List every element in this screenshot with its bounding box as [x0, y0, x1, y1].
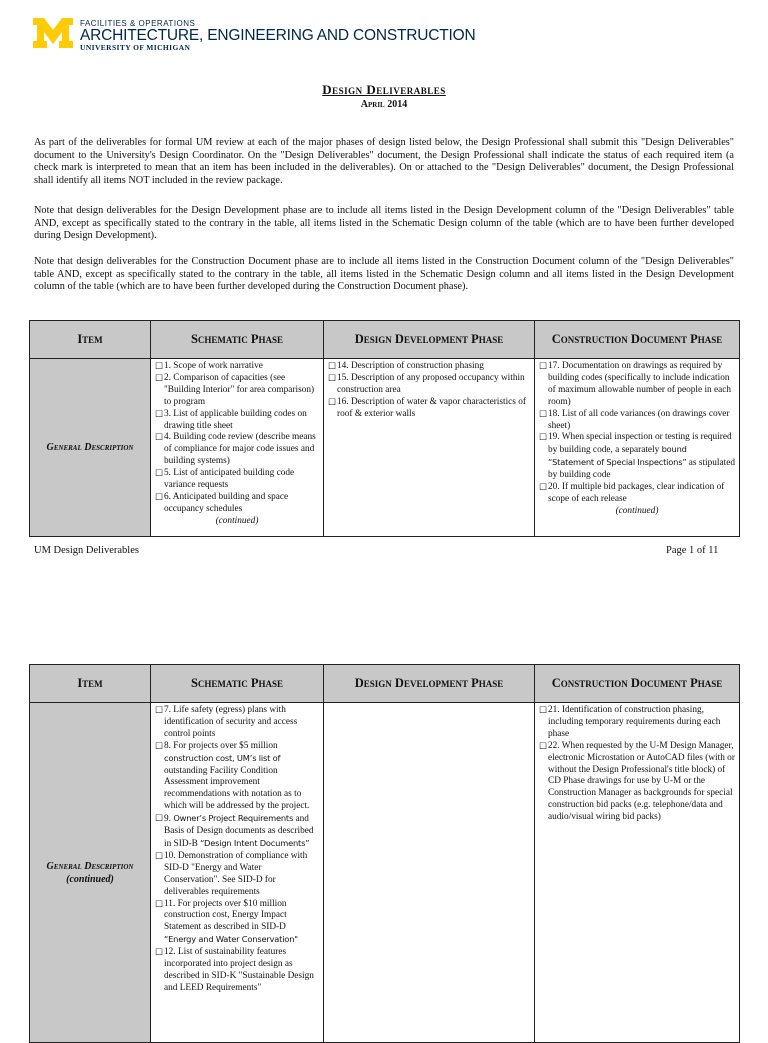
list-item: ☐ 10. Demonstration of compliance with SID-D "Energy and Water Conservation". See SID-D for deliverables requirements: [155, 850, 308, 897]
checkbox-icon[interactable]: ☐: [155, 408, 164, 419]
checkbox-icon[interactable]: ☐: [155, 361, 164, 371]
design-development-cell: [324, 703, 535, 1043]
intro-paragraph: As part of the deliverables for formal UM review at each of the major phases of design listed below, the Design Professional shall submit this "Design Deliverables" document to the University's Design Coordinator. On the "Design Deliverables" document, the Design Professional shall indicate the status of each required item (a check mark is interpreted to mean that an item has been included in the deliverables). On or attached to the "Design Deliverables" document, the Design Professional shall identify all items NOT included in the review package.: [34, 137, 734, 186]
header-item: Item: [30, 665, 151, 703]
list-item: ☐ 3. List of applicable building codes on drawing title sheet: [155, 408, 307, 431]
checkbox-icon[interactable]: ☐: [155, 850, 164, 861]
list-item: ☐ 11. For projects over $10 million construction cost, Energy Impact Statement as described in SID-D “Energy and Water Conservation": [155, 899, 319, 948]
list-item: ☐ 19. When special inspection or testing is required by building code, a separately bound “Statement of Special Inspections” as stipulated by building code: [539, 432, 735, 481]
continued-note: (continued): [215, 515, 259, 526]
checkbox-icon[interactable]: ☐: [155, 740, 164, 751]
org-name: ARCHITECTURE, ENGINEERING AND CONSTRUCTION: [80, 27, 476, 44]
construction-document-cell: [535, 703, 740, 1043]
org-name-block: [80, 19, 476, 52]
checkbox-icon[interactable]: ☐: [328, 361, 337, 371]
checkbox-icon[interactable]: ☐: [155, 813, 164, 824]
list-item: ☐ 4. Building code review (describe means of compliance for major code issues and building systems): [155, 432, 316, 467]
list-item: ☐ 20. If multiple bid packages, clear indication of scope of each release: [539, 482, 725, 504]
list-item: ☐ 17. Documentation on drawings as required by building codes (specifically to include indication of maximum allowable number of people in each room): [539, 361, 732, 407]
list-item: ☐ 18. List of all code variances (on drawings cover sheet): [539, 408, 730, 431]
schematic-cell: [151, 359, 324, 537]
checkbox-icon[interactable]: ☐: [155, 705, 164, 715]
schematic-cell: [151, 703, 324, 1043]
document-title: Design Deliverables: [322, 82, 446, 97]
checkbox-icon[interactable]: ☐: [539, 740, 548, 751]
header-item: Item: [30, 321, 151, 359]
list-item: ☐ 22. When requested by the U-M Design Manager, electronic Microstation or AutoCAD files (with or without the Design Professional's title block) of CD Phase drawings for use by U-M or the Construction Manager as backgrounds for special construction bid packs (e.g. telephone/data and audio/visual wiring bid packs): [539, 740, 735, 823]
header-schematic-phase: Schematic Phase: [151, 321, 324, 359]
deliverables-table-page-1: [29, 320, 740, 537]
construction-document-cell: [535, 359, 740, 537]
design-development-cell: [324, 359, 535, 537]
list-item: ☐ 8. For projects over $5 million construction cost, UM’s list of outstanding Facility Condition Assessment improvement recommendations with notation as to which will be addressed by the project.: [155, 740, 310, 812]
list-item: ☐ 9. Owner’s Project Requirements and Basis of Design documents as described in SID-B “Design Intent Documents”: [155, 813, 314, 849]
row-label-continued: (continued): [66, 873, 114, 885]
header-logo: [33, 18, 476, 54]
list-item: ☐ 2. Comparison of capacities (see "Building Interior" for area comparison) to program: [155, 372, 315, 407]
list-item: ☐ 21. Identification of construction phasing, including temporary requirements during each phase: [539, 705, 721, 739]
checkbox-icon[interactable]: ☐: [155, 372, 164, 383]
checkbox-icon[interactable]: ☐: [155, 432, 164, 443]
list-item: ☐ 12. List of sustainability features incorporated into project design as described in SID-K "Sustainable Design and LEED Requirements": [155, 947, 314, 993]
checkbox-icon[interactable]: ☐: [328, 396, 337, 407]
header-design-development-phase: Design Development Phase: [324, 665, 535, 703]
list-item: ☐ 16. Description of water & vapor characteristics of roof & exterior walls: [328, 396, 526, 419]
checkbox-icon[interactable]: ☐: [539, 432, 548, 443]
footer-doc-name: UM Design Deliverables: [34, 545, 139, 556]
dd-note-paragraph: Note that design deliverables for the Design Development phase are to include all items listed in the Design Development column of the "Design Deliverables" table AND, except as specifically stated to the contrary in the table, all items listed in the Schematic Design column of the table (which are to have been further developed during Design Development).: [34, 205, 734, 241]
university-name: UNIVERSITY OF MICHIGAN: [80, 43, 191, 52]
header-design-development-phase: Design Development Phase: [324, 321, 535, 359]
continued-note: (continued): [615, 505, 659, 516]
page-2: [0, 572, 768, 1024]
list-item: ☐ 7. Life safety (egress) plans with identification of security and access control points: [155, 705, 298, 739]
list-item: ☐ 5. List of anticipated building code variance requests: [155, 468, 295, 491]
deliverables-table-page-2: [29, 664, 740, 1043]
header-construction-document-phase: Construction Document Phase: [535, 321, 740, 359]
header-schematic-phase: Schematic Phase: [151, 665, 324, 703]
cd-note-paragraph: Note that design deliverables for the Construction Document phase are to include all items listed in the Construction Document column of the "Design Deliverables" table AND, except as specifically stated to the contrary in the table, all items listed in the Schematic Design column and all items listed in the Design Development column of the table (which are to have been further developed during the Construction Document phase).: [34, 256, 734, 292]
list-item: ☐ 15. Description of any proposed occupancy within construction area: [328, 372, 525, 395]
header-construction-document-phase: Construction Document Phase: [535, 665, 740, 703]
row-label-general-description: General Description: [30, 359, 151, 537]
org-small-text: FACILITIES & OPERATIONS: [80, 19, 196, 28]
checkbox-icon[interactable]: ☐: [155, 468, 164, 479]
list-item: ☐ 1. Scope of work narrative: [155, 361, 263, 371]
list-item: ☐ 6. Anticipated building and space occupancy schedules: [155, 491, 289, 514]
footer-page-number: Page 1 of 11: [666, 545, 719, 556]
checkbox-icon[interactable]: ☐: [539, 361, 548, 371]
checkbox-icon[interactable]: ☐: [539, 705, 548, 715]
list-item: ☐ 14. Description of construction phasing: [328, 361, 484, 371]
checkbox-icon[interactable]: ☐: [155, 898, 164, 909]
checkbox-icon[interactable]: ☐: [539, 408, 548, 419]
checkbox-icon[interactable]: ☐: [328, 372, 337, 383]
checkbox-icon[interactable]: ☐: [155, 947, 164, 958]
checkbox-icon[interactable]: ☐: [155, 491, 164, 502]
row-label-general-description: General Description (continued): [30, 703, 151, 1043]
block-m-logo-icon: [33, 18, 73, 48]
document-date: April 2014: [360, 99, 408, 110]
checkbox-icon[interactable]: ☐: [539, 482, 548, 493]
